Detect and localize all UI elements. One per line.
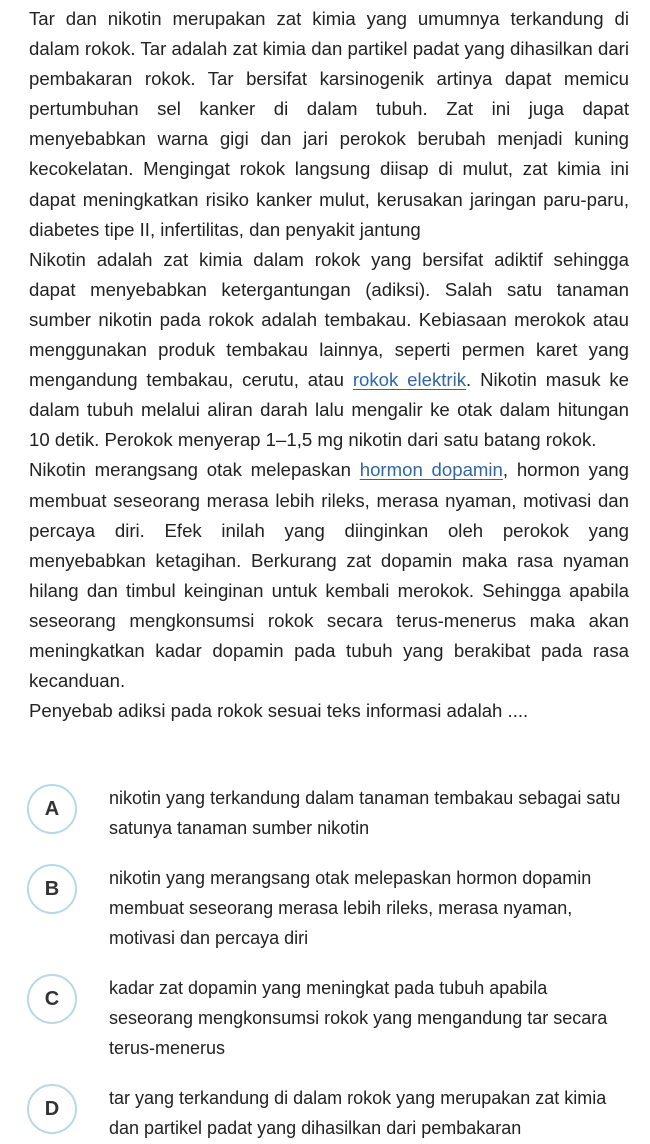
option-d-text: tar yang terkandung di dalam rokok yang merupakan zat kimia dan partikel padat yang dihasilkan dari pembakaran (109, 1088, 607, 1138)
option-d-badge[interactable]: D (27, 1084, 77, 1134)
option-b-badge[interactable]: B (27, 864, 77, 914)
paragraph-nikotin-text-1: Nikotin adalah zat kimia dalam rokok yang bersifat adiktif sehingga dapat menyebabkan ketergantungan (adiksi). Salah satu tanaman sumber nikotin pada rokok adalah tembakau. Kebiasaan merokok atau menggunakan produk tembakau lainnya, seperti permen karet yang mengandung tembakau, cerutu, atau (29, 248, 629, 391)
paragraph-dopamin-text-2: , hormon yang membuat seseorang merasa lebih rileks, merasa nyaman, motivasi dan percaya diri. Efek inilah yang diinginkan oleh perokok yang menyebabkan ketagihan. Berkurang zat dopamin maka rasa nyaman hilang dan timbul keinginan untuk kembali merokok. Sehingga apabila seseorang mengkonsumsi rokok secara terus-menerus maka akan meningkatkan kadar dopamin pada tubuh yang berakibat pada rasa kecanduan. (29, 459, 629, 692)
paragraph-tar: Tar dan nikotin merupakan zat kimia yang umumnya terkandung di dalam rokok. Tar adalah zat kimia dan partikel padat yang dihasilkan dari pembakaran rokok. Tar bersifat karsinogenik artinya dapat memicu pertumbuhan sel kanker di dalam tubuh. Zat ini juga dapat menyebabkan warna gigi dan jari perokok berubah menjadi kuning kecokelatan. Mengingat rokok langsung diisap di mulut, zat kimia ini dapat meningkatkan risiko kanker mulut, kerusakan jaringan paru-paru, diabetes tipe II, infertilitas, dan penyakit jantung (29, 8, 629, 240)
option-c-text: kadar zat dopamin yang meningkat pada tubuh apabila seseorang mengkonsumsi rokok yang mengandung tar secara terus-menerus (109, 978, 608, 1058)
paragraph-dopamin (29, 455, 629, 696)
option-a-badge[interactable]: A (27, 784, 77, 834)
question-text: Penyebab adiksi pada rokok sesuai teks informasi adalah .... (29, 700, 529, 722)
option-a-text: nikotin yang terkandung dalam tanaman tembakau sebagai satu satunya tanaman sumber nikotin (109, 788, 621, 838)
paragraph-nikotin (29, 245, 629, 456)
link-hormon-dopamin[interactable]: hormon dopamin (359, 459, 503, 481)
option-b-text: nikotin yang merangsang otak melepaskan hormon dopamin membuat seseorang merasa lebih rileks, merasa nyaman, motivasi dan percaya diri (109, 868, 592, 948)
paragraph-nikotin-text-2: . Nikotin masuk ke dalam tubuh melalui aliran darah lalu mengalir ke otak dalam hitungan 10 detik. Perokok menyerap 1–1,5 mg nikotin dari satu batang rokok. (29, 369, 630, 451)
option-c-badge[interactable]: C (27, 974, 77, 1024)
paragraph-dopamin-text-1: Nikotin merangsang otak melepaskan (29, 459, 360, 481)
reading-passage (29, 4, 629, 726)
link-rokok-elektrik[interactable]: rokok elektrik (352, 369, 467, 391)
